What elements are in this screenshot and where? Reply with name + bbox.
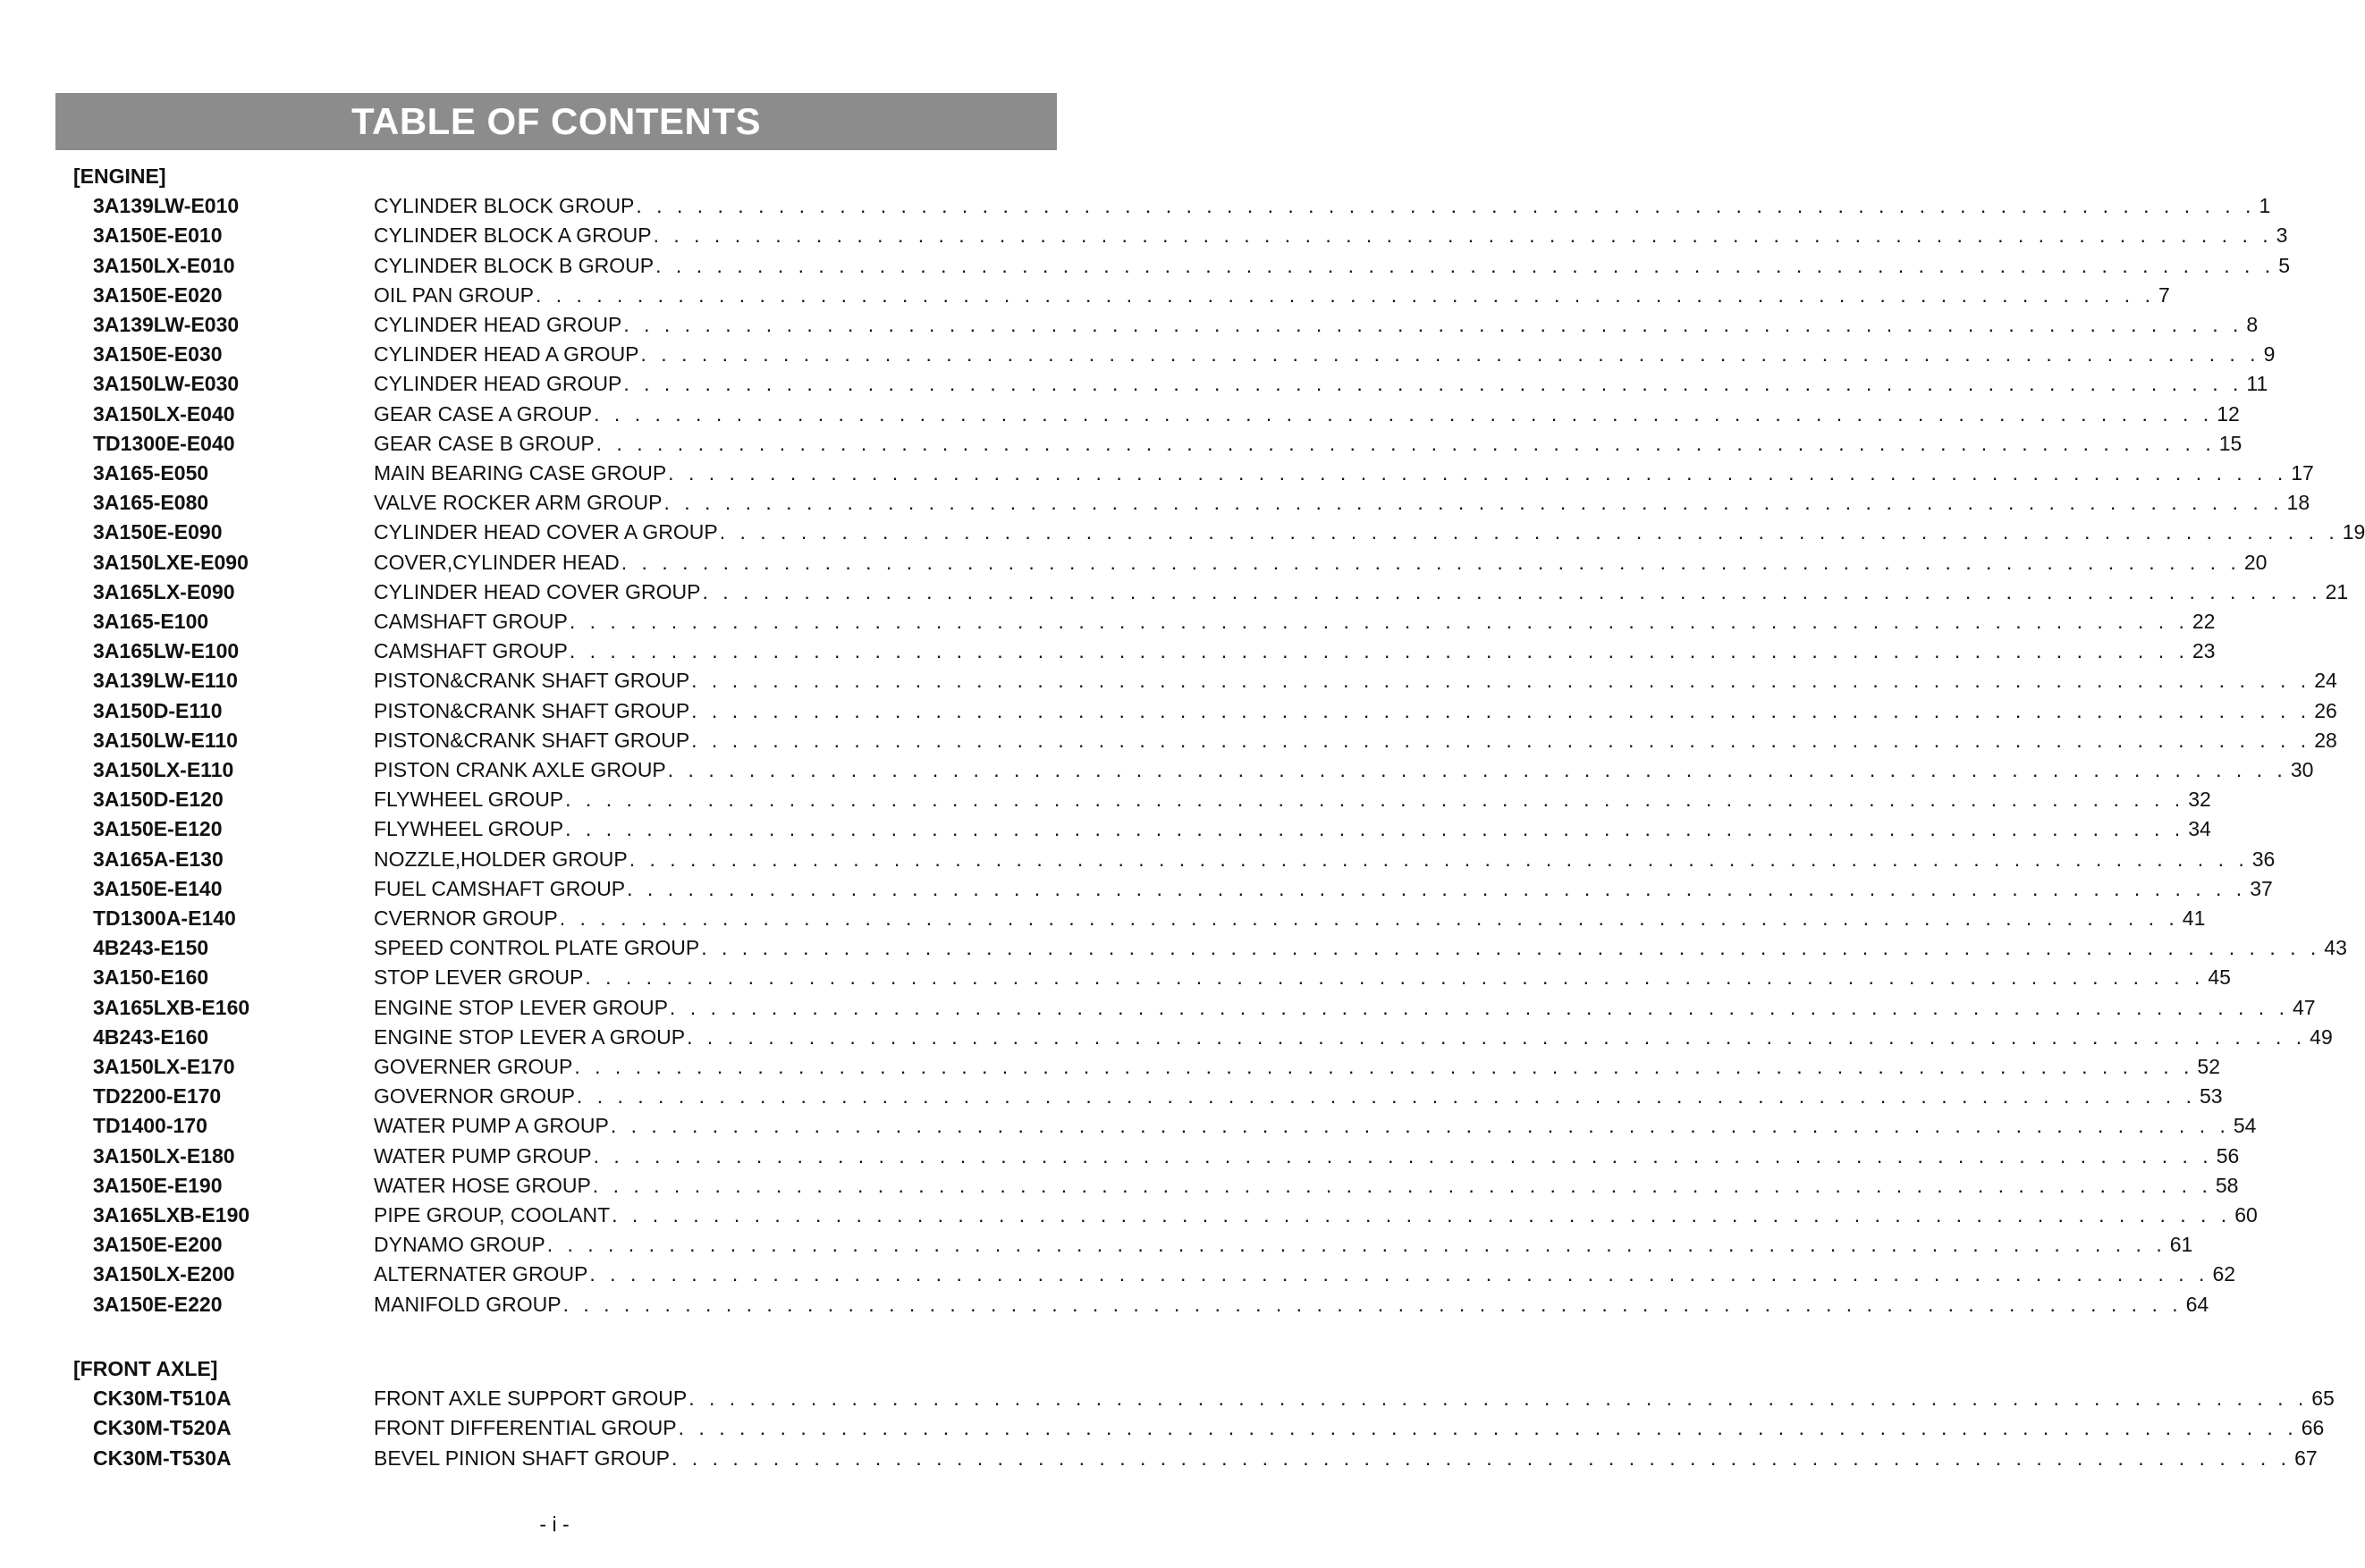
- entry-title-line: [374, 1201, 2258, 1230]
- page-ref: 11: [2246, 372, 2268, 396]
- part-code: 4B243-E160: [93, 1024, 209, 1049]
- group-name: CYLINDER BLOCK A GROUP: [374, 223, 652, 248]
- entry-title-line: [374, 726, 2337, 755]
- entry-title-line: [374, 281, 2170, 310]
- part-code: TD2200-E170: [93, 1084, 222, 1109]
- part-code: 4B243-E150: [93, 936, 209, 960]
- dot-leader: . . . . . . . . . . . . . . . . . . . . . . . . . . . . . . . . . . . . . . . . . . . . . . . . . . . . . . . . . . . . . . . . . . . . . . . . . . . . . . . .: [653, 223, 2273, 248]
- entry-title-line: [374, 518, 2365, 547]
- part-code: 3A150D-E120: [93, 788, 224, 812]
- group-name: FLYWHEEL GROUP: [374, 788, 564, 812]
- page-ref: 41: [2182, 906, 2206, 930]
- toc-entry[interactable]: [0, 1201, 2258, 1230]
- page-ref: 58: [2215, 1173, 2239, 1197]
- group-name: STOP LEVER GROUP: [374, 965, 584, 990]
- dot-leader: . . . . . . . . . . . . . . . . . . . . . . . . . . . . . . . . . . . . . . . . . . . . . . . . . . . . . . . . . . . . . . . . . . . . . . . . . . . . . . . .: [546, 1233, 2167, 1257]
- dot-leader: . . . . . . . . . . . . . . . . . . . . . . . . . . . . . . . . . . . . . . . . . . . . . . . . . . . . . . . . . . . . . . . . . . . . . . . . . . . . . . . .: [574, 1055, 2194, 1078]
- page-number: - i -: [539, 1513, 570, 1536]
- part-code: 3A150LX-E040: [93, 401, 235, 426]
- group-name: CYLINDER HEAD GROUP: [374, 313, 622, 336]
- group-name: CYLINDER HEAD A GROUP: [374, 342, 639, 367]
- part-code: 3A150E-E220: [93, 1292, 223, 1316]
- part-code: 3A150LXE-E090: [93, 550, 249, 574]
- page-ref: 52: [2197, 1055, 2221, 1078]
- page-ref: 66: [2301, 1416, 2325, 1440]
- toc-entry[interactable]: [0, 310, 2259, 340]
- group-name: FLYWHEEL GROUP: [374, 817, 564, 841]
- dot-leader: . . . . . . . . . . . . . . . . . . . . . . . . . . . . . . . . . . . . . . . . . . . . . . . . . . . . . . . . . . . . . . . . . . . . . . . . . . . . . . . .: [565, 788, 2185, 812]
- part-code: 3A150LX-E170: [93, 1055, 235, 1078]
- toc-entry[interactable]: [0, 1142, 2240, 1171]
- page-ref: 54: [2233, 1114, 2257, 1138]
- part-code: 3A150LX-E010: [93, 253, 235, 277]
- toc-entry[interactable]: [0, 814, 2211, 844]
- dot-leader: . . . . . . . . . . . . . . . . . . . . . . . . . . . . . . . . . . . . . . . . . . . . . . . . . . . . . . . . . . . . . . . . . . . . . . . . . . . . . . . .: [636, 194, 2256, 218]
- dot-leader: . . . . . . . . . . . . . . . . . . . . . . . . . . . . . . . . . . . . . . . . . . . . . . . . . . . . . . . . . . . . . . . . . . . . . . . . . . . . . . . .: [623, 372, 2243, 396]
- entry-title-line: [374, 310, 2259, 340]
- dot-leader: . . . . . . . . . . . . . . . . . . . . . . . . . . . . . . . . . . . . . . . . . . . . . . . . . . . . . . . . . . . . . . . . . . . . . . . . . . . . . . . .: [671, 1446, 2292, 1470]
- toc-entry[interactable]: [0, 726, 2337, 755]
- entry-title-line: [374, 874, 2273, 904]
- toc-entry[interactable]: [0, 518, 2365, 547]
- entry-title-line: [374, 340, 2276, 369]
- part-code: 3A150E-E030: [93, 342, 223, 367]
- part-code: 3A165LXB-E190: [93, 1203, 250, 1227]
- entry-title-line: [374, 400, 2240, 429]
- part-code: 3A150E-E140: [93, 876, 223, 900]
- entry-title-line: [374, 666, 2337, 695]
- page-ref: 28: [2314, 728, 2337, 752]
- section-heading: [FRONT AXLE]: [73, 1357, 218, 1380]
- part-code: 3A165-E080: [93, 491, 209, 515]
- dot-leader: . . . . . . . . . . . . . . . . . . . . . . . . . . . . . . . . . . . . . . . . . . . . . . . . . . . . . . . . . . . . . . . . . . . . . . . . . . . . . . . .: [623, 313, 2243, 336]
- entry-title-line: [374, 1444, 2318, 1473]
- group-name: ENGINE STOP LEVER GROUP: [374, 995, 668, 1019]
- dot-leader: . . . . . . . . . . . . . . . . . . . . . . . . . . . . . . . . . . . . . . . . . . . . . . . . . . . . . . . . . . . . . . . . . . . . . . . . . . . . . . . .: [562, 1292, 2183, 1316]
- toc-entry[interactable]: [0, 696, 2337, 726]
- part-code: 3A150-E160: [93, 965, 209, 990]
- part-code: TD1300A-E140: [93, 906, 236, 930]
- toc-entry[interactable]: [0, 400, 2240, 429]
- entry-title-line: [374, 1290, 2209, 1319]
- group-name: ENGINE STOP LEVER A GROUP: [374, 1024, 686, 1049]
- dot-leader: . . . . . . . . . . . . . . . . . . . . . . . . . . . . . . . . . . . . . . . . . . . . . . . . . . . . . . . . . . . . . . . . . . . . . . . . . . . . . . . .: [559, 906, 2179, 930]
- page-ref: 7: [2158, 282, 2170, 307]
- dot-leader: . . . . . . . . . . . . . . . . . . . . . . . . . . . . . . . . . . . . . . . . . . . . . . . . . . . . . . . . . . . . . . . . . . . . . . . . . . . . . . . .: [594, 401, 2214, 426]
- toc-entry[interactable]: [0, 369, 2268, 399]
- part-code: CK30M-T530A: [93, 1446, 232, 1470]
- entry-title-line: [374, 1111, 2257, 1141]
- group-name: GOVERNOR GROUP: [374, 1084, 575, 1109]
- toc-entry[interactable]: [0, 1171, 2239, 1201]
- toc-entry[interactable]: [0, 666, 2337, 695]
- entry-title-line: [374, 814, 2211, 844]
- page-ref: 34: [2188, 817, 2211, 841]
- part-code: TD1400-170: [93, 1114, 207, 1138]
- dot-leader: . . . . . . . . . . . . . . . . . . . . . . . . . . . . . . . . . . . . . . . . . . . . . . . . . . . . . . . . . . . . . . . . . . . . . . . . . . . . . . . .: [702, 579, 2322, 603]
- page-ref: 17: [2291, 461, 2314, 485]
- group-name: SPEED CONTROL PLATE GROUP: [374, 936, 700, 960]
- page-ref: 19: [2342, 520, 2365, 544]
- entry-title-line: [374, 221, 2288, 250]
- dot-leader: . . . . . . . . . . . . . . . . . . . . . . . . . . . . . . . . . . . . . . . . . . . . . . . . . . . . . . . . . . . . . . . . . . . . . . . . . . . . . . . .: [640, 342, 2260, 367]
- group-name: COVER,CYLINDER HEAD: [374, 550, 620, 574]
- group-name: MANIFOLD GROUP: [374, 1292, 562, 1316]
- entry-title-line: [374, 993, 2316, 1023]
- toc-entry[interactable]: [0, 607, 2216, 636]
- toc-entry[interactable]: [0, 577, 2349, 607]
- entry-title-line: [374, 1052, 2221, 1082]
- dot-leader: . . . . . . . . . . . . . . . . . . . . . . . . . . . . . . . . . . . . . . . . . . . . . . . . . . . . . . . . . . . . . . . . . . . . . . . . . . . . . . . .: [668, 461, 2288, 485]
- part-code: 3A150LX-E200: [93, 1262, 235, 1286]
- part-code: CK30M-T520A: [93, 1416, 232, 1440]
- part-code: 3A165LW-E100: [93, 639, 240, 663]
- entry-title-line: [374, 1023, 2333, 1052]
- toc-entry[interactable]: [0, 488, 2310, 518]
- part-code: 3A139LW-E010: [93, 194, 240, 218]
- dot-leader: . . . . . . . . . . . . . . . . . . . . . . . . . . . . . . . . . . . . . . . . . . . . . . . . . . . . . . . . . . . . . . . . . . . . . . . . . . . . . . . .: [691, 669, 2311, 693]
- title-bar: [55, 93, 1057, 150]
- dot-leader: . . . . . . . . . . . . . . . . . . . . . . . . . . . . . . . . . . . . . . . . . . . . . . . . . . . . . . . . . . . . . . . . . . . . . . . . . . . . . . . .: [595, 431, 2216, 455]
- page-ref: 67: [2294, 1446, 2318, 1470]
- page-ref: 56: [2216, 1143, 2240, 1168]
- group-name: FRONT AXLE SUPPORT GROUP: [374, 1387, 688, 1411]
- part-code: 3A139LW-E110: [93, 669, 238, 693]
- dot-leader: . . . . . . . . . . . . . . . . . . . . . . . . . . . . . . . . . . . . . . . . . . . . . . . . . . . . . . . . . . . . . . . . . . . . . . . . . . . . . . . .: [701, 936, 2321, 960]
- dot-leader: . . . . . . . . . . . . . . . . . . . . . . . . . . . . . . . . . . . . . . . . . . . . . . . . . . . . . . . . . . . . . . . . . . . . . . . . . . . . . . . .: [569, 639, 2189, 663]
- toc-entry[interactable]: [0, 1444, 2318, 1473]
- page-ref: 12: [2217, 401, 2240, 426]
- entry-title-line: [374, 845, 2276, 874]
- page-ref: 47: [2292, 995, 2316, 1019]
- dot-leader: . . . . . . . . . . . . . . . . . . . . . . . . . . . . . . . . . . . . . . . . . . . . . . . . . . . . . . . . . . . . . . . . . . . . . . . . . . . . . . . .: [627, 876, 2247, 900]
- group-name: CYLINDER HEAD GROUP: [374, 372, 622, 396]
- page-ref: 32: [2188, 788, 2211, 812]
- group-name: CYLINDER BLOCK GROUP: [374, 194, 635, 218]
- dot-leader: . . . . . . . . . . . . . . . . . . . . . . . . . . . . . . . . . . . . . . . . . . . . . . . . . . . . . . . . . . . . . . . . . . . . . . . . . . . . . . . .: [612, 1203, 2232, 1227]
- page-ref: 24: [2314, 669, 2337, 693]
- group-name: BEVEL PINION SHAFT GROUP: [374, 1446, 671, 1470]
- group-name: CVERNOR GROUP: [374, 906, 558, 930]
- group-name: PISTON&CRANK SHAFT GROUP: [374, 698, 690, 722]
- dot-leader: . . . . . . . . . . . . . . . . . . . . . . . . . . . . . . . . . . . . . . . . . . . . . . . . . . . . . . . . . . . . . . . . . . . . . . . . . . . . . . . .: [593, 1143, 2213, 1168]
- page-title: TABLE OF CONTENTS: [351, 100, 762, 142]
- entry-title-line: [374, 429, 2243, 459]
- page-ref: 8: [2246, 313, 2259, 336]
- dot-leader: . . . . . . . . . . . . . . . . . . . . . . . . . . . . . . . . . . . . . . . . . . . . . . . . . . . . . . . . . . . . . . . . . . . . . . . . . . . . . . . .: [621, 550, 2241, 574]
- part-code: 3A150E-E090: [93, 520, 223, 544]
- page-ref: 61: [2169, 1233, 2193, 1257]
- dot-leader: . . . . . . . . . . . . . . . . . . . . . . . . . . . . . . . . . . . . . . . . . . . . . . . . . . . . . . . . . . . . . . . . . . . . . . . . . . . . . . . .: [565, 817, 2185, 841]
- group-name: WATER HOSE GROUP: [374, 1173, 591, 1197]
- group-name: OIL PAN GROUP: [374, 282, 534, 307]
- group-name: PISTON&CRANK SHAFT GROUP: [374, 669, 690, 693]
- part-code: 3A139LW-E030: [93, 313, 240, 336]
- page-ref: 45: [2208, 965, 2231, 990]
- entry-title-line: [374, 488, 2310, 518]
- entry-title-line: [374, 636, 2216, 666]
- entry-title-line: [374, 1082, 2223, 1111]
- entry-title-line: [374, 548, 2268, 577]
- entry-title-line: [374, 1413, 2325, 1443]
- page-ref: 36: [2251, 847, 2276, 871]
- part-code: 3A150E-E020: [93, 282, 223, 307]
- group-name: NOZZLE,HOLDER GROUP: [374, 847, 628, 871]
- dot-leader: . . . . . . . . . . . . . . . . . . . . . . . . . . . . . . . . . . . . . . . . . . . . . . . . . . . . . . . . . . . . . . . . . . . . . . . . . . . . . . . .: [592, 1173, 2212, 1197]
- part-code: 3A165LXB-E160: [93, 995, 250, 1019]
- part-code: 3A150LW-E030: [93, 372, 240, 396]
- toc-entry[interactable]: [0, 459, 2314, 488]
- dot-leader: . . . . . . . . . . . . . . . . . . . . . . . . . . . . . . . . . . . . . . . . . . . . . . . . . . . . . . . . . . . . . . . . . . . . . . . . . . . . . . . .: [688, 1387, 2309, 1411]
- page-ref: 18: [2286, 491, 2310, 515]
- entry-title-line: [374, 1142, 2240, 1171]
- toc-entry[interactable]: [0, 1023, 2333, 1052]
- dot-leader: . . . . . . . . . . . . . . . . . . . . . . . . . . . . . . . . . . . . . . . . . . . . . . . . . . . . . . . . . . . . . . . . . . . . . . . . . . . . . . . .: [691, 728, 2311, 752]
- entry-title-line: [374, 696, 2337, 726]
- page-ref: 53: [2199, 1084, 2223, 1109]
- toc-entry[interactable]: [0, 221, 2288, 250]
- dot-leader: . . . . . . . . . . . . . . . . . . . . . . . . . . . . . . . . . . . . . . . . . . . . . . . . . . . . . . . . . . . . . . . . . . . . . . . . . . . . . . . .: [576, 1084, 2196, 1109]
- toc-entry[interactable]: [0, 963, 2231, 992]
- toc-entry[interactable]: [0, 281, 2170, 310]
- toc-entry[interactable]: [0, 1384, 2335, 1413]
- group-name: GEAR CASE B GROUP: [374, 431, 595, 455]
- toc-entry[interactable]: [0, 1052, 2221, 1082]
- page-ref: 64: [2185, 1292, 2209, 1316]
- group-name: FRONT DIFFERENTIAL GROUP: [374, 1416, 677, 1440]
- group-name: CYLINDER BLOCK B GROUP: [374, 253, 655, 277]
- dot-leader: . . . . . . . . . . . . . . . . . . . . . . . . . . . . . . . . . . . . . . . . . . . . . . . . . . . . . . . . . . . . . . . . . . . . . . . . . . . . . . . .: [687, 1024, 2307, 1049]
- part-code: 3A150LW-E110: [93, 728, 238, 752]
- group-name: CYLINDER HEAD COVER A GROUP: [374, 520, 718, 544]
- page-ref: 22: [2192, 610, 2216, 633]
- entry-title-line: [374, 369, 2268, 399]
- dot-leader: . . . . . . . . . . . . . . . . . . . . . . . . . . . . . . . . . . . . . . . . . . . . . . . . . . . . . . . . . . . . . . . . . . . . . . . . . . . . . . . .: [667, 758, 2287, 781]
- part-code: 3A150E-E010: [93, 223, 223, 248]
- toc-entry[interactable]: [0, 785, 2211, 814]
- entry-title-line: [374, 904, 2206, 933]
- group-name: WATER PUMP GROUP: [374, 1143, 592, 1168]
- dot-leader: . . . . . . . . . . . . . . . . . . . . . . . . . . . . . . . . . . . . . . . . . . . . . . . . . . . . . . . . . . . . . . . . . . . . . . . . . . . . . . . .: [663, 491, 2284, 515]
- group-name: GEAR CASE A GROUP: [374, 401, 593, 426]
- toc-entry[interactable]: [0, 845, 2276, 874]
- group-name: PISTON CRANK AXLE GROUP: [374, 758, 666, 781]
- dot-leader: . . . . . . . . . . . . . . . . . . . . . . . . . . . . . . . . . . . . . . . . . . . . . . . . . . . . . . . . . . . . . . . . . . . . . . . . . . . . . . . .: [719, 520, 2339, 544]
- group-name: MAIN BEARING CASE GROUP: [374, 461, 667, 485]
- page-ref: 43: [2324, 936, 2347, 960]
- toc-entry[interactable]: [0, 429, 2243, 459]
- toc-entry[interactable]: [0, 251, 2290, 281]
- group-name: CYLINDER HEAD COVER GROUP: [374, 579, 701, 603]
- entry-title-line: [374, 577, 2349, 607]
- entry-title-line: [374, 785, 2211, 814]
- toc-entry[interactable]: [0, 1082, 2223, 1111]
- group-name: CAMSHAFT GROUP: [374, 639, 568, 663]
- section-heading: [ENGINE]: [73, 164, 166, 188]
- entry-title-line: [374, 1230, 2193, 1260]
- toc-entry[interactable]: [0, 340, 2276, 369]
- part-code: 3A150E-E120: [93, 817, 223, 841]
- entry-title-line: [374, 607, 2216, 636]
- toc-entry[interactable]: [0, 1111, 2257, 1141]
- part-code: TD1300E-E040: [93, 431, 235, 455]
- page-ref: 20: [2243, 550, 2268, 574]
- entry-title-line: [374, 933, 2347, 963]
- entry-title-line: [374, 251, 2290, 281]
- entry-title-line: [374, 1384, 2335, 1413]
- page-ref: 49: [2310, 1024, 2333, 1049]
- page-ref: 21: [2325, 579, 2349, 603]
- part-code: 3A150D-E110: [93, 698, 223, 722]
- dot-leader: . . . . . . . . . . . . . . . . . . . . . . . . . . . . . . . . . . . . . . . . . . . . . . . . . . . . . . . . . . . . . . . . . . . . . . . . . . . . . . . .: [569, 610, 2189, 633]
- group-name: CAMSHAFT GROUP: [374, 610, 568, 633]
- dot-leader: . . . . . . . . . . . . . . . . . . . . . . . . . . . . . . . . . . . . . . . . . . . . . . . . . . . . . . . . . . . . . . . . . . . . . . . . . . . . . . . .: [589, 1262, 2209, 1286]
- page-ref: 23: [2192, 639, 2216, 663]
- group-name: PIPE GROUP, COOLANT: [374, 1203, 611, 1227]
- toc-entry[interactable]: [0, 1230, 2193, 1260]
- page-ref: 26: [2314, 698, 2337, 722]
- entry-title-line: [374, 191, 2271, 221]
- part-code: 3A165-E050: [93, 461, 209, 485]
- entry-title-line: [374, 1260, 2236, 1289]
- part-code: 3A150LX-E110: [93, 758, 234, 781]
- toc-entry[interactable]: [0, 1260, 2236, 1289]
- part-code: 3A165LX-E090: [93, 579, 235, 603]
- toc-entry[interactable]: [0, 1413, 2325, 1443]
- page-ref: 1: [2259, 194, 2271, 218]
- toc-entry[interactable]: [0, 993, 2316, 1023]
- toc-entry[interactable]: [0, 874, 2273, 904]
- toc-entry[interactable]: [0, 933, 2347, 963]
- dot-leader: . . . . . . . . . . . . . . . . . . . . . . . . . . . . . . . . . . . . . . . . . . . . . . . . . . . . . . . . . . . . . . . . . . . . . . . . . . . . . . . .: [585, 965, 2205, 990]
- dot-leader: . . . . . . . . . . . . . . . . . . . . . . . . . . . . . . . . . . . . . . . . . . . . . . . . . . . . . . . . . . . . . . . . . . . . . . . . . . . . . . . .: [535, 282, 2155, 307]
- page-ref: 62: [2212, 1262, 2236, 1286]
- part-code: CK30M-T510A: [93, 1387, 232, 1411]
- dot-leader: . . . . . . . . . . . . . . . . . . . . . . . . . . . . . . . . . . . . . . . . . . . . . . . . . . . . . . . . . . . . . . . . . . . . . . . . . . . . . . . .: [629, 847, 2249, 871]
- dot-leader: . . . . . . . . . . . . . . . . . . . . . . . . . . . . . . . . . . . . . . . . . . . . . . . . . . . . . . . . . . . . . . . . . . . . . . . . . . . . . . . .: [678, 1416, 2298, 1440]
- entry-title-line: [374, 963, 2231, 992]
- group-name: WATER PUMP A GROUP: [374, 1114, 609, 1138]
- part-code: 3A165-E100: [93, 610, 209, 633]
- part-code: 3A150E-E190: [93, 1173, 223, 1197]
- page-ref: 3: [2276, 223, 2288, 248]
- page-ref: 9: [2263, 342, 2276, 367]
- entry-title-line: [374, 1171, 2239, 1201]
- page-ref: 30: [2290, 758, 2314, 781]
- group-name: FUEL CAMSHAFT GROUP: [374, 876, 626, 900]
- entry-title-line: [374, 459, 2314, 488]
- dot-leader: . . . . . . . . . . . . . . . . . . . . . . . . . . . . . . . . . . . . . . . . . . . . . . . . . . . . . . . . . . . . . . . . . . . . . . . . . . . . . . . .: [610, 1114, 2230, 1138]
- group-name: DYNAMO GROUP: [374, 1233, 545, 1257]
- toc-entry[interactable]: [0, 1290, 2209, 1319]
- toc-entry[interactable]: [0, 548, 2268, 577]
- page-ref: 60: [2234, 1203, 2258, 1227]
- page-ref: 65: [2311, 1387, 2335, 1411]
- part-code: 3A150LX-E180: [93, 1143, 235, 1168]
- entry-title-line: [374, 755, 2314, 785]
- group-name: GOVERNER GROUP: [374, 1055, 573, 1078]
- toc-entry[interactable]: [0, 636, 2216, 666]
- toc-entry[interactable]: [0, 191, 2271, 221]
- page-ref: 15: [2218, 431, 2243, 455]
- group-name: ALTERNATER GROUP: [374, 1262, 588, 1286]
- part-code: 3A165A-E130: [93, 847, 224, 871]
- page-ref: 37: [2250, 876, 2273, 900]
- group-name: VALVE ROCKER ARM GROUP: [374, 491, 663, 515]
- dot-leader: . . . . . . . . . . . . . . . . . . . . . . . . . . . . . . . . . . . . . . . . . . . . . . . . . . . . . . . . . . . . . . . . . . . . . . . . . . . . . . . .: [655, 253, 2276, 277]
- toc-entry[interactable]: [0, 904, 2206, 933]
- toc-entry[interactable]: [0, 755, 2314, 785]
- group-name: PISTON&CRANK SHAFT GROUP: [374, 728, 690, 752]
- dot-leader: . . . . . . . . . . . . . . . . . . . . . . . . . . . . . . . . . . . . . . . . . . . . . . . . . . . . . . . . . . . . . . . . . . . . . . . . . . . . . . . .: [691, 698, 2311, 722]
- page-ref: 5: [2278, 253, 2290, 277]
- dot-leader: . . . . . . . . . . . . . . . . . . . . . . . . . . . . . . . . . . . . . . . . . . . . . . . . . . . . . . . . . . . . . . . . . . . . . . . . . . . . . . . .: [669, 995, 2289, 1019]
- part-code: 3A150E-E200: [93, 1233, 223, 1257]
